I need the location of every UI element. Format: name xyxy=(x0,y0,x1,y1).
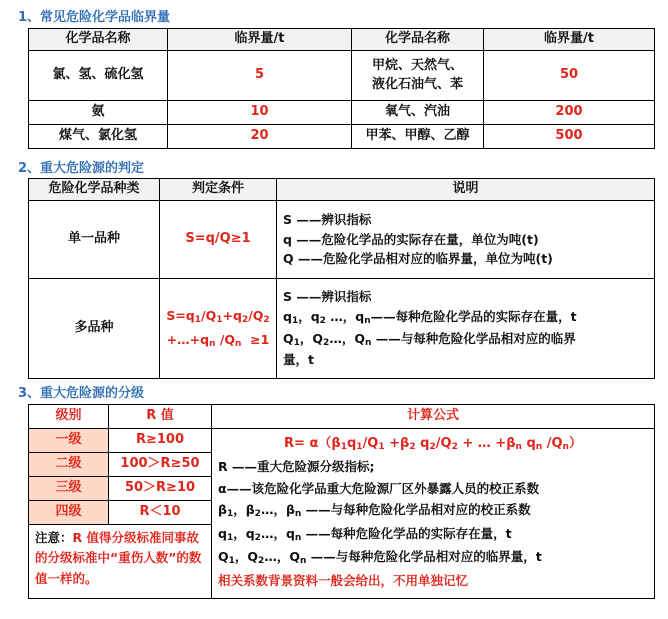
grade-cell: 二级 xyxy=(29,453,109,477)
table-row xyxy=(29,101,655,125)
hazard-grading-table xyxy=(28,404,655,599)
condition-formula-line1: $S=q_1/Q_1+q_2/Q_2$ xyxy=(166,308,270,326)
grade-cell: 一级 xyxy=(29,429,109,453)
description-cell xyxy=(277,279,655,379)
header-critical-quantity: 临界量/t xyxy=(168,29,352,51)
header-r-value: R 值 xyxy=(109,405,212,429)
chemical-name-cell xyxy=(352,51,484,101)
chemical-name-cell: 氧气、汽油 xyxy=(352,101,484,125)
condition-cell xyxy=(160,279,277,379)
grade-cell: 四级 xyxy=(29,501,109,525)
chemical-name-line: 液化石油气、苯 xyxy=(371,76,463,92)
section-title-hazard-grading: 3、重大危险源的分级 xyxy=(18,386,145,401)
note-text: R 值得分级标准同事故的分级标准中“重伤人数”的数值一样的。 xyxy=(35,530,202,586)
header-chemical-kind: 危险化学品种类 xyxy=(29,179,160,201)
critical-quantity-cell: 20 xyxy=(168,125,352,149)
grade-cell: 三级 xyxy=(29,477,109,501)
table-row xyxy=(29,201,655,279)
chemical-name-cell: 氯、氢、硫化氢 xyxy=(29,51,168,101)
footnote: 相关系数背景资料一般会给出，不用单独记忆 xyxy=(218,572,469,588)
critical-quantity-cell: 200 xyxy=(484,101,655,125)
formula-explanation-line: $Q_1$，$Q_2\dots$，$Q_n$ ——与每种危险化学品相对应的临界量，t xyxy=(218,549,542,567)
chemical-name-line: 甲烷、天然气、 xyxy=(371,57,463,73)
description-line: S ——辨识指标 xyxy=(283,212,372,228)
description-line: q ——危险化学品的实际存在量，单位为吨(t) xyxy=(283,231,539,247)
r-range-cell: R＜10 xyxy=(109,501,212,525)
table-row xyxy=(29,279,655,379)
section-title-major-hazard-determination: 2、重大危险源的判定 xyxy=(18,161,145,176)
grading-formula: $R= \alpha(\beta_1q_1/Q_1 +\beta_2$ $q_2/Q_2$ + … $+\beta_n$ $q_n$ $/Q_n$） xyxy=(284,436,582,452)
header-description: 说明 xyxy=(277,179,655,201)
header-formula: 计算公式 xyxy=(212,405,655,429)
condition-cell: S=q/Q≥1 xyxy=(160,201,277,279)
formula-explanation-line: α——该危险化学品重大危险源厂区外暴露人员的校正系数 xyxy=(218,480,540,496)
note-cell xyxy=(29,525,212,599)
kind-cell: 单一品种 xyxy=(29,201,160,279)
chemical-name-cell: 氨 xyxy=(29,101,168,125)
description-line: 量，t xyxy=(283,352,314,368)
formula-explanation-line: R ——重大危险源分级指标; xyxy=(218,459,375,475)
formula-explanation-line: $q_1$，$q_2\dots$，$q_n$ ——每种危险化学品的实际存在量，t xyxy=(218,525,512,543)
critical-quantity-cell: 50 xyxy=(484,51,655,101)
critical-quantity-cell: 10 xyxy=(168,101,352,125)
header-chemical-name: 化学品名称 xyxy=(29,29,168,51)
formula-cell xyxy=(212,429,655,599)
chemical-name-cell: 甲苯、甲醇、乙醇 xyxy=(352,125,484,149)
critical-quantity-cell: 5 xyxy=(168,51,352,101)
header-critical-quantity: 临界量/t xyxy=(484,29,655,51)
r-range-cell: 100＞R≥50 xyxy=(109,453,212,477)
description-line: $q_1$，$q_2$ …，$q_n——$每种危险化学品的实际存在量，t xyxy=(283,308,577,326)
description-line: $Q_1$，$Q_2\dots$，$Q_n$ ——与每种危险化学品相对应的临界 xyxy=(283,330,576,348)
table-row xyxy=(29,429,655,453)
table-row xyxy=(29,125,655,149)
section-title-critical-quantity: 1、常见危险化学品临界量 xyxy=(18,10,171,25)
critical-quantity-table xyxy=(28,28,655,149)
kind-cell: 多品种 xyxy=(29,279,160,379)
header-grade: 级别 xyxy=(29,405,109,429)
description-line: Q ——危险化学品相对应的临界量，单位为吨(t) xyxy=(283,251,553,267)
condition-formula-line2: $+\dots+q_n$ $/Q_n \ge 1$ xyxy=(166,331,270,349)
note-label: 注意： xyxy=(35,530,73,545)
r-range-cell: R≥100 xyxy=(109,429,212,453)
description-line: S ——辨识指标 xyxy=(283,289,372,305)
formula-explanation-line: $\beta_1$，$\beta_2\dots$，$\beta_n$ ——与每种危险化学品相对应的校正系数 xyxy=(218,502,531,520)
table-row xyxy=(29,51,655,101)
critical-quantity-cell: 500 xyxy=(484,125,655,149)
header-chemical-name: 化学品名称 xyxy=(352,29,484,51)
hazard-determination-table xyxy=(28,178,655,379)
chemical-name-cell: 煤气、氯化氢 xyxy=(29,125,168,149)
r-range-cell: 50＞R≥10 xyxy=(109,477,212,501)
header-condition: 判定条件 xyxy=(160,179,277,201)
description-cell xyxy=(277,201,655,279)
